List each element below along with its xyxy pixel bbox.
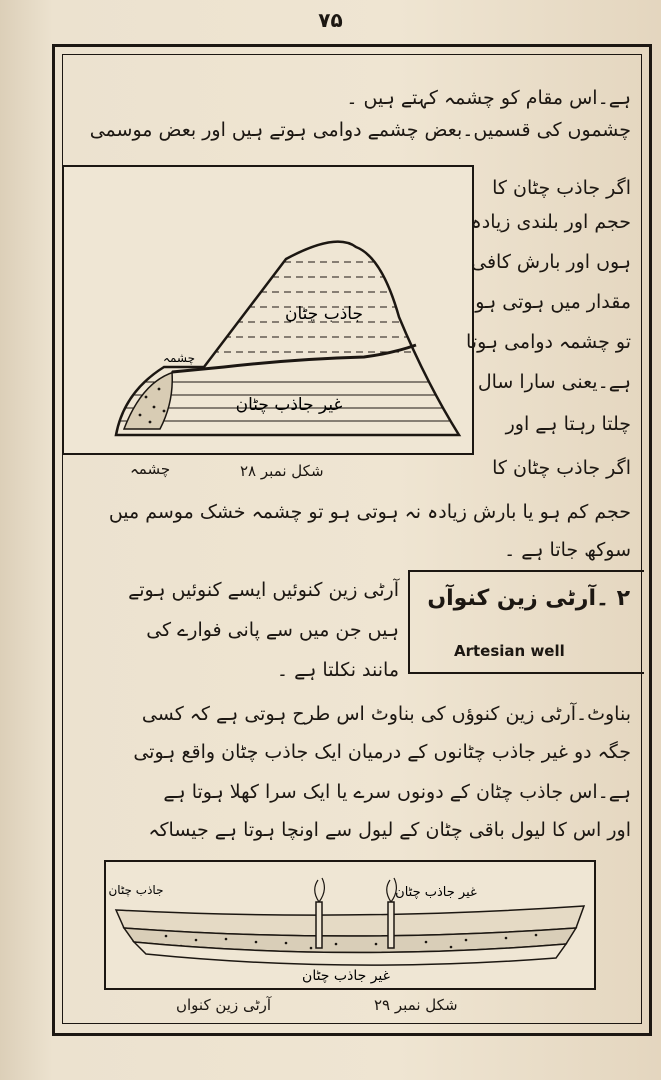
text-line: ہے۔اس مقام کو چشمہ کہتے ہیں ۔ <box>346 87 631 109</box>
section-heading: ۲ ۔آرٹی زین کنوآں <box>427 586 630 611</box>
text-line: حجم کم ہو یا بارش زیادہ نہ ہوتی ہو تو چشمہ خشک موسم میں <box>108 501 631 523</box>
side-text-line: حجم اور بلندی زیادہ <box>470 211 631 233</box>
figure-spring <box>62 165 474 455</box>
impermeable-rock-label: غیر جاذب چٹان <box>235 395 343 415</box>
impermeable-rock-bottom-label: غیر جاذب چٹان <box>302 968 390 984</box>
permeable-rock-label: جاذب چٹان <box>108 883 164 897</box>
side-text-line: اگر جاذب چٹان کا <box>492 457 631 479</box>
text-line: اور اس کا لیول باقی چٹان کے لیول سے اونچا ہوتا ہے جیساکہ <box>148 819 631 841</box>
side-text-line: تو چشمہ دوامی ہوتا <box>466 331 631 353</box>
page-number: ۷۵ <box>318 8 343 32</box>
definition-line: ہیں جن میں سے پانی فوارے کی <box>146 619 399 641</box>
side-text-line: ہوں اور بارش کافی <box>471 251 631 273</box>
side-text-line: ہے۔یعنی سارا سال <box>477 371 631 393</box>
text-line: جگہ دو غیر جاذب چٹانوں کے درمیان ایک جاذب چٹان واقع ہوتی <box>133 741 631 763</box>
section-heading-box <box>408 570 644 674</box>
spring-diagram <box>64 167 472 453</box>
permeable-rock-label: جاذب چٹان <box>285 304 363 324</box>
text-line: سوکھ جاتا ہے ۔ <box>504 539 631 561</box>
figure-artesian-well <box>104 860 596 990</box>
text-line: چشموں کی قسمیں۔بعض چشمے دوامی ہوتے ہیں اور بعض موسمی <box>89 119 631 141</box>
figure-caption-number: شکل نمبر ۲۹ <box>374 996 458 1014</box>
figure-caption-name: چشمہ <box>130 460 171 478</box>
side-text-line: چلتا رہتا ہے اور <box>505 413 631 435</box>
section-heading-english: Artesian well <box>454 642 565 660</box>
figure-caption-name: آرٹی زین کنواں <box>176 996 272 1014</box>
text-line: بناوٹ۔آرٹی زین کنوؤں کی بناوٹ اس طرح ہوتی ہے کہ کسی <box>141 703 631 725</box>
artesian-diagram <box>106 862 594 988</box>
figure-caption-number: شکل نمبر ۲۸ <box>240 462 324 480</box>
definition-line: آرٹی زین کنوئیں ایسے کنوئیں ہوتے <box>128 579 399 601</box>
side-text-line: اگر جاذب چٹان کا <box>492 177 631 199</box>
spring-label: چشمہ <box>162 351 196 365</box>
definition-line: مانند نکلتا ہے ۔ <box>276 659 399 681</box>
side-text-line: مقدار میں ہوتی ہو <box>475 291 631 313</box>
impermeable-rock-top-label: غیر جاذب چٹان <box>395 885 477 900</box>
text-line: ہے۔اس جاذب چٹان کے دونوں سرے یا ایک سرا کھلا ہوتا ہے <box>163 781 631 803</box>
